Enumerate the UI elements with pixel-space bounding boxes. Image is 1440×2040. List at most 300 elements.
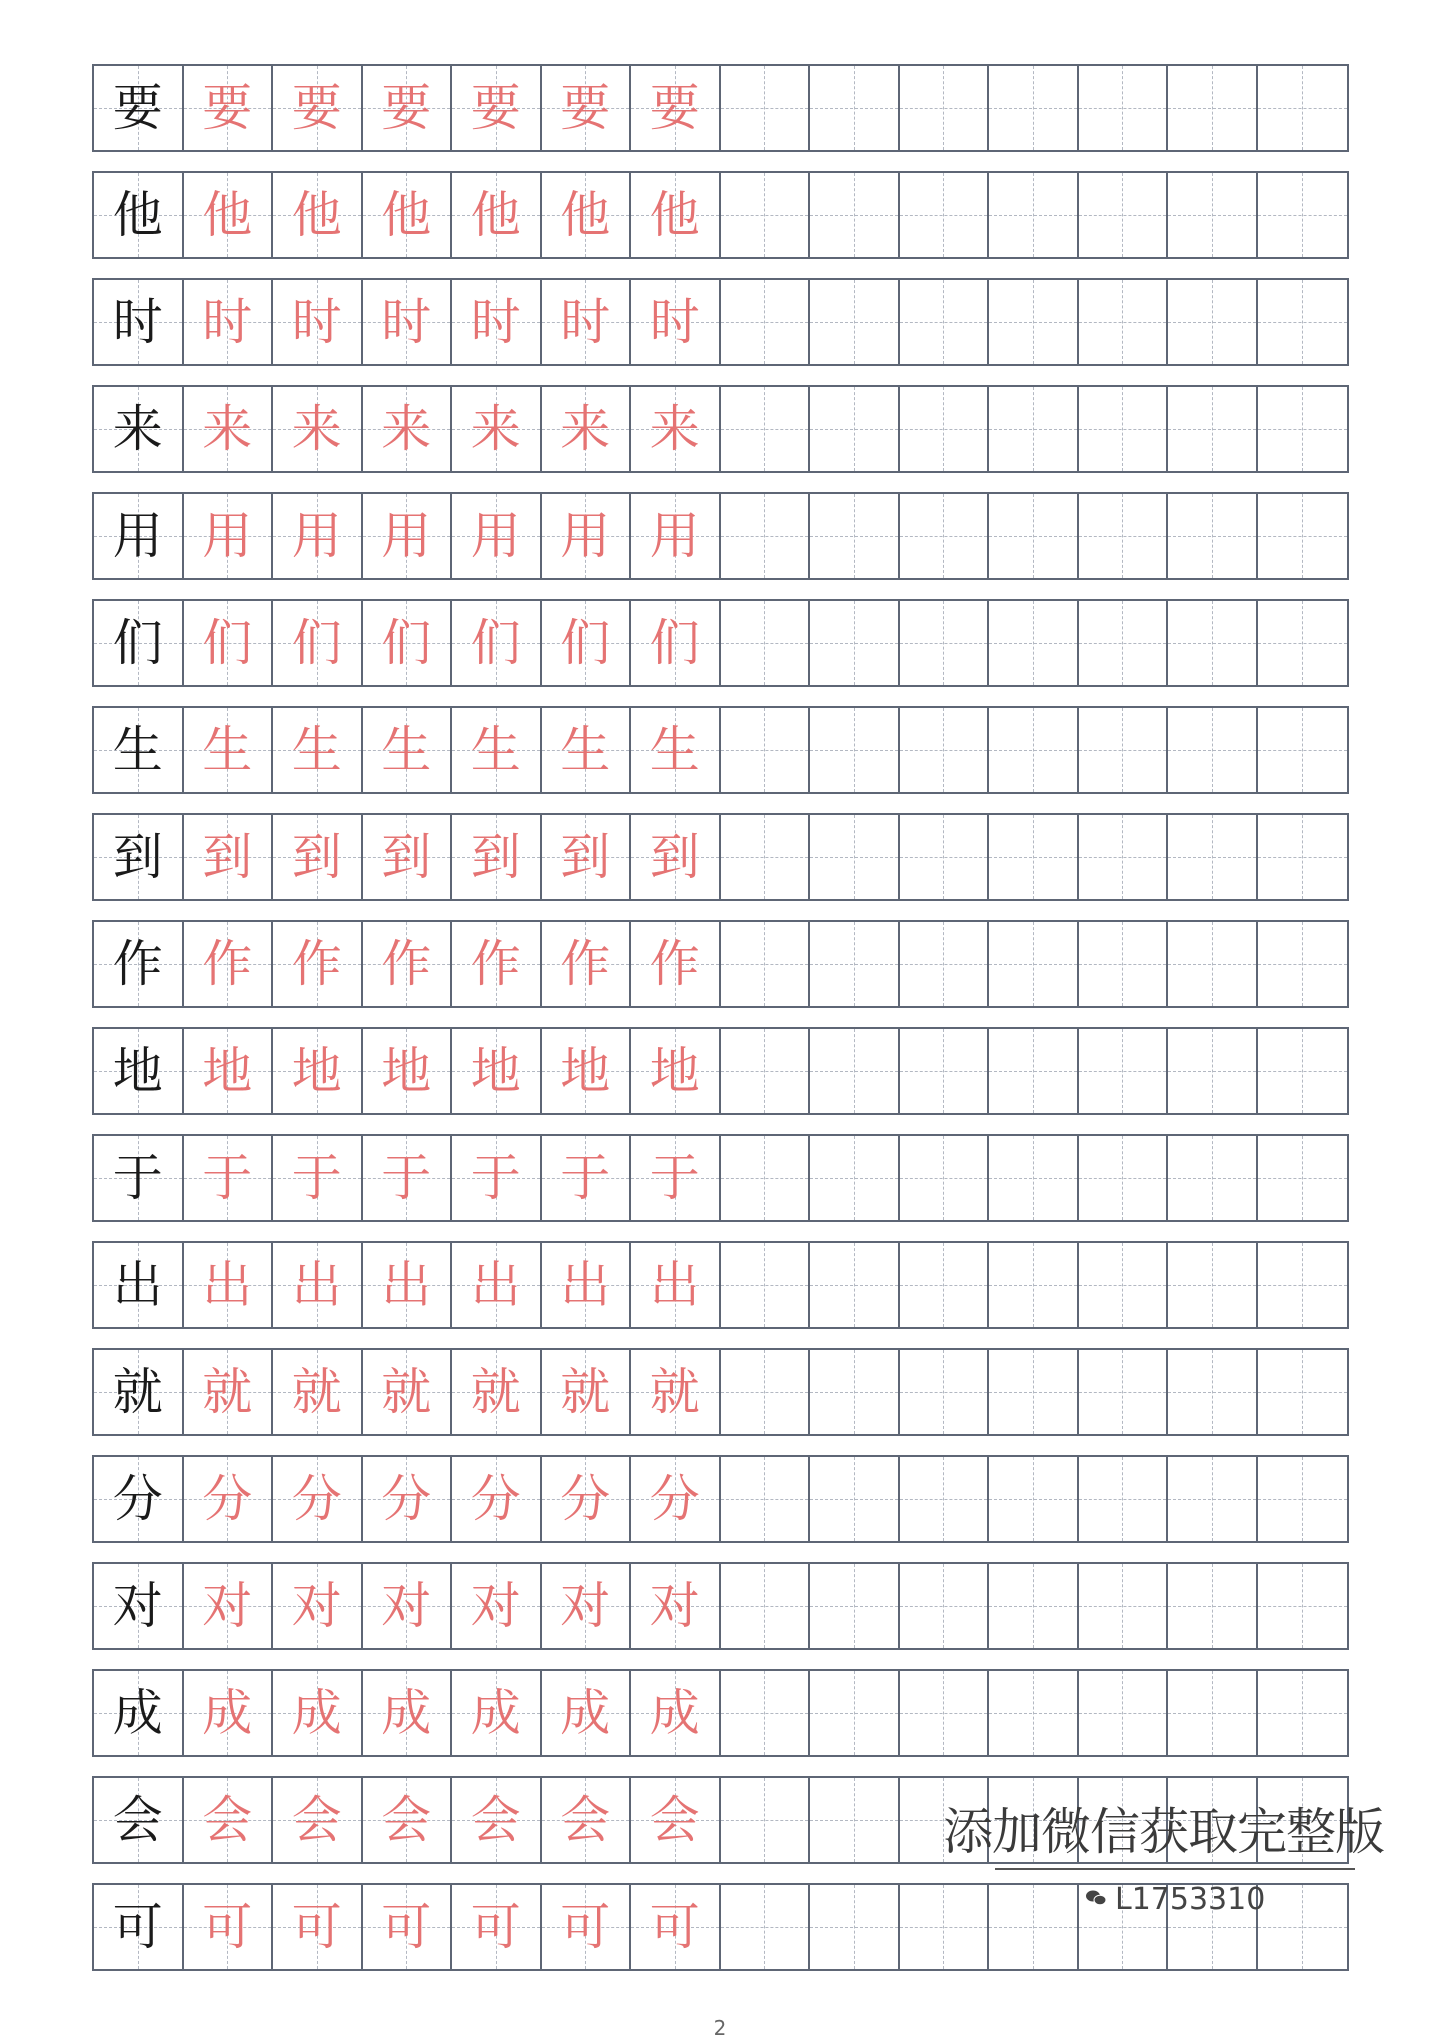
model-character: 用 xyxy=(112,507,163,565)
trace-cell xyxy=(631,601,721,685)
model-cell xyxy=(94,1885,184,1969)
blank-cell xyxy=(1258,494,1348,578)
blank-cell xyxy=(1168,1243,1258,1327)
blank-cell xyxy=(900,1564,990,1648)
blank-cell xyxy=(1079,1136,1169,1220)
trace-character: 于 xyxy=(381,1149,432,1207)
practice-row xyxy=(92,64,1349,152)
blank-cell xyxy=(900,387,990,471)
trace-cell xyxy=(273,1029,363,1113)
model-cell xyxy=(94,708,184,792)
practice-row xyxy=(92,385,1349,473)
trace-character: 用 xyxy=(381,507,432,565)
trace-character: 作 xyxy=(291,935,342,993)
blank-cell xyxy=(721,1457,811,1541)
blank-cell xyxy=(810,494,900,578)
trace-character: 对 xyxy=(560,1577,611,1635)
blank-cell xyxy=(810,815,900,899)
trace-cell xyxy=(184,1457,274,1541)
model-character: 他 xyxy=(112,186,163,244)
trace-cell xyxy=(363,1671,453,1755)
blank-cell xyxy=(900,1671,990,1755)
blank-cell xyxy=(810,387,900,471)
model-character: 们 xyxy=(112,614,163,672)
model-character: 到 xyxy=(112,828,163,886)
blank-cell xyxy=(810,1885,900,1969)
trace-cell xyxy=(542,1885,632,1969)
trace-character: 要 xyxy=(560,79,611,137)
trace-character: 于 xyxy=(202,1149,253,1207)
trace-cell xyxy=(184,1885,274,1969)
blank-cell xyxy=(989,1136,1079,1220)
trace-cell xyxy=(452,1778,542,1862)
trace-cell xyxy=(363,494,453,578)
trace-cell xyxy=(631,280,721,364)
trace-cell xyxy=(452,1136,542,1220)
model-cell xyxy=(94,1778,184,1862)
model-cell xyxy=(94,1243,184,1327)
model-character: 成 xyxy=(112,1684,163,1742)
trace-character: 于 xyxy=(649,1149,700,1207)
trace-cell xyxy=(542,173,632,257)
trace-character: 到 xyxy=(381,828,432,886)
trace-character: 作 xyxy=(470,935,521,993)
trace-character: 他 xyxy=(381,186,432,244)
trace-character: 会 xyxy=(649,1791,700,1849)
trace-cell xyxy=(542,1136,632,1220)
trace-character: 们 xyxy=(649,614,700,672)
blank-cell xyxy=(721,1671,811,1755)
model-cell xyxy=(94,1457,184,1541)
trace-cell xyxy=(542,66,632,150)
blank-cell xyxy=(1258,173,1348,257)
trace-cell xyxy=(184,66,274,150)
blank-cell xyxy=(1258,708,1348,792)
trace-cell xyxy=(631,815,721,899)
blank-cell xyxy=(1258,1350,1348,1434)
trace-cell xyxy=(631,1457,721,1541)
blank-cell xyxy=(1168,494,1258,578)
trace-character: 地 xyxy=(560,1042,611,1100)
blank-cell xyxy=(989,708,1079,792)
wechat-icon xyxy=(1085,1889,1107,1911)
trace-cell xyxy=(273,66,363,150)
trace-cell xyxy=(363,1243,453,1327)
trace-character: 成 xyxy=(649,1684,700,1742)
blank-cell xyxy=(1258,815,1348,899)
trace-cell xyxy=(184,922,274,1006)
model-cell xyxy=(94,1671,184,1755)
trace-character: 就 xyxy=(649,1363,700,1421)
blank-cell xyxy=(1079,601,1169,685)
trace-cell xyxy=(631,922,721,1006)
trace-character: 作 xyxy=(381,935,432,993)
trace-cell xyxy=(631,387,721,471)
trace-character: 来 xyxy=(470,400,521,458)
trace-character: 用 xyxy=(649,507,700,565)
model-cell xyxy=(94,387,184,471)
blank-cell xyxy=(1258,387,1348,471)
trace-cell xyxy=(273,601,363,685)
model-cell xyxy=(94,601,184,685)
trace-cell xyxy=(184,173,274,257)
trace-character: 作 xyxy=(560,935,611,993)
trace-cell xyxy=(452,173,542,257)
blank-cell xyxy=(810,708,900,792)
trace-cell xyxy=(273,1778,363,1862)
trace-character: 来 xyxy=(560,400,611,458)
trace-cell xyxy=(452,1671,542,1755)
blank-cell xyxy=(721,708,811,792)
blank-cell xyxy=(1168,66,1258,150)
practice-row xyxy=(92,1562,1349,1650)
trace-character: 生 xyxy=(649,721,700,779)
trace-cell xyxy=(184,601,274,685)
trace-character: 来 xyxy=(202,400,253,458)
promo-underline xyxy=(995,1868,1355,1870)
blank-cell xyxy=(810,1136,900,1220)
model-cell xyxy=(94,1136,184,1220)
trace-cell xyxy=(452,387,542,471)
blank-cell xyxy=(810,1564,900,1648)
blank-cell xyxy=(900,922,990,1006)
trace-character: 要 xyxy=(470,79,521,137)
blank-cell xyxy=(721,280,811,364)
trace-cell xyxy=(363,708,453,792)
trace-cell xyxy=(452,815,542,899)
trace-cell xyxy=(273,1885,363,1969)
blank-cell xyxy=(1168,1136,1258,1220)
trace-cell xyxy=(184,1671,274,1755)
trace-character: 生 xyxy=(291,721,342,779)
trace-character: 会 xyxy=(291,1791,342,1849)
promo-text: 添加微信获取完整版 xyxy=(943,1803,1384,1861)
blank-cell xyxy=(721,1029,811,1113)
blank-cell xyxy=(900,815,990,899)
model-character: 作 xyxy=(112,935,163,993)
blank-cell xyxy=(1168,601,1258,685)
trace-character: 要 xyxy=(202,79,253,137)
trace-character: 他 xyxy=(649,186,700,244)
trace-cell xyxy=(452,601,542,685)
trace-character: 可 xyxy=(470,1898,521,1956)
practice-row xyxy=(92,1027,1349,1115)
trace-character: 地 xyxy=(291,1042,342,1100)
trace-cell xyxy=(363,173,453,257)
trace-cell xyxy=(542,494,632,578)
model-character: 分 xyxy=(112,1470,163,1528)
trace-character: 作 xyxy=(649,935,700,993)
trace-cell xyxy=(452,1885,542,1969)
trace-character: 要 xyxy=(291,79,342,137)
trace-cell xyxy=(184,815,274,899)
trace-character: 分 xyxy=(649,1470,700,1528)
blank-cell xyxy=(900,1885,990,1969)
blank-cell xyxy=(1079,922,1169,1006)
blank-cell xyxy=(810,1778,900,1862)
trace-character: 成 xyxy=(560,1684,611,1742)
trace-character: 会 xyxy=(381,1791,432,1849)
trace-cell xyxy=(184,1564,274,1648)
blank-cell xyxy=(1168,387,1258,471)
trace-character: 们 xyxy=(381,614,432,672)
trace-character: 地 xyxy=(649,1042,700,1100)
trace-cell xyxy=(542,708,632,792)
trace-character: 对 xyxy=(202,1577,253,1635)
blank-cell xyxy=(1079,1243,1169,1327)
trace-cell xyxy=(273,815,363,899)
trace-character: 会 xyxy=(560,1791,611,1849)
trace-cell xyxy=(452,922,542,1006)
blank-cell xyxy=(1168,1457,1258,1541)
blank-cell xyxy=(989,1350,1079,1434)
practice-grid xyxy=(92,64,1349,1990)
trace-character: 出 xyxy=(560,1256,611,1314)
model-cell xyxy=(94,1350,184,1434)
practice-row xyxy=(92,1241,1349,1329)
trace-character: 时 xyxy=(560,293,611,351)
model-cell xyxy=(94,1029,184,1113)
trace-cell xyxy=(452,280,542,364)
trace-character: 时 xyxy=(649,293,700,351)
blank-cell xyxy=(1168,1564,1258,1648)
blank-cell xyxy=(810,1671,900,1755)
trace-character: 生 xyxy=(381,721,432,779)
blank-cell xyxy=(900,1457,990,1541)
blank-cell xyxy=(1168,1350,1258,1434)
trace-character: 用 xyxy=(470,507,521,565)
trace-character: 成 xyxy=(470,1684,521,1742)
practice-row xyxy=(92,278,1349,366)
trace-character: 分 xyxy=(470,1470,521,1528)
blank-cell xyxy=(989,922,1079,1006)
trace-cell xyxy=(631,1243,721,1327)
trace-character: 成 xyxy=(381,1684,432,1742)
trace-character: 用 xyxy=(560,507,611,565)
trace-character: 对 xyxy=(381,1577,432,1635)
blank-cell xyxy=(1258,1029,1348,1113)
practice-row xyxy=(92,1455,1349,1543)
trace-character: 地 xyxy=(381,1042,432,1100)
trace-character: 出 xyxy=(470,1256,521,1314)
trace-cell xyxy=(273,173,363,257)
blank-cell xyxy=(1258,1564,1348,1648)
model-cell xyxy=(94,280,184,364)
trace-character: 就 xyxy=(470,1363,521,1421)
practice-row xyxy=(92,599,1349,687)
model-cell xyxy=(94,173,184,257)
trace-cell xyxy=(363,1885,453,1969)
blank-cell xyxy=(1168,815,1258,899)
trace-cell xyxy=(542,815,632,899)
trace-character: 时 xyxy=(202,293,253,351)
practice-row xyxy=(92,171,1349,259)
trace-character: 他 xyxy=(202,186,253,244)
trace-character: 他 xyxy=(291,186,342,244)
blank-cell xyxy=(810,922,900,1006)
trace-cell xyxy=(452,708,542,792)
blank-cell xyxy=(810,601,900,685)
trace-character: 来 xyxy=(649,400,700,458)
blank-cell xyxy=(989,280,1079,364)
model-character: 可 xyxy=(112,1898,163,1956)
trace-character: 时 xyxy=(291,293,342,351)
trace-cell xyxy=(452,1350,542,1434)
trace-character: 可 xyxy=(649,1898,700,1956)
trace-character: 成 xyxy=(202,1684,253,1742)
blank-cell xyxy=(721,173,811,257)
trace-character: 用 xyxy=(291,507,342,565)
trace-character: 地 xyxy=(470,1042,521,1100)
practice-row xyxy=(92,492,1349,580)
blank-cell xyxy=(1079,1457,1169,1541)
blank-cell xyxy=(810,1243,900,1327)
trace-cell xyxy=(542,1029,632,1113)
trace-cell xyxy=(542,1350,632,1434)
blank-cell xyxy=(1079,815,1169,899)
trace-character: 就 xyxy=(381,1363,432,1421)
blank-cell xyxy=(1079,494,1169,578)
blank-cell xyxy=(1258,66,1348,150)
blank-cell xyxy=(1168,173,1258,257)
trace-character: 对 xyxy=(470,1577,521,1635)
trace-character: 地 xyxy=(202,1042,253,1100)
trace-character: 会 xyxy=(470,1791,521,1849)
trace-character: 到 xyxy=(291,828,342,886)
blank-cell xyxy=(1258,1457,1348,1541)
trace-character: 分 xyxy=(202,1470,253,1528)
trace-character: 生 xyxy=(470,721,521,779)
trace-cell xyxy=(542,601,632,685)
trace-cell xyxy=(631,1778,721,1862)
blank-cell xyxy=(721,1885,811,1969)
practice-row xyxy=(92,813,1349,901)
trace-cell xyxy=(631,173,721,257)
trace-cell xyxy=(631,1029,721,1113)
trace-cell xyxy=(452,494,542,578)
blank-cell xyxy=(721,1243,811,1327)
trace-cell xyxy=(184,387,274,471)
trace-cell xyxy=(184,708,274,792)
blank-cell xyxy=(989,1029,1079,1113)
trace-cell xyxy=(273,280,363,364)
trace-cell xyxy=(452,66,542,150)
blank-cell xyxy=(1258,280,1348,364)
blank-cell xyxy=(900,1350,990,1434)
blank-cell xyxy=(989,1457,1079,1541)
blank-cell xyxy=(1258,1136,1348,1220)
blank-cell xyxy=(989,66,1079,150)
trace-cell xyxy=(363,1029,453,1113)
trace-cell xyxy=(363,1564,453,1648)
blank-cell xyxy=(721,1350,811,1434)
trace-character: 于 xyxy=(560,1149,611,1207)
blank-cell xyxy=(900,1029,990,1113)
blank-cell xyxy=(1079,173,1169,257)
blank-cell xyxy=(1168,1029,1258,1113)
blank-cell xyxy=(1258,601,1348,685)
blank-cell xyxy=(900,280,990,364)
trace-character: 就 xyxy=(202,1363,253,1421)
blank-cell xyxy=(721,922,811,1006)
blank-cell xyxy=(721,1136,811,1220)
trace-character: 出 xyxy=(291,1256,342,1314)
trace-cell xyxy=(542,280,632,364)
trace-cell xyxy=(184,1243,274,1327)
blank-cell xyxy=(989,1885,1079,1969)
blank-cell xyxy=(900,173,990,257)
trace-character: 可 xyxy=(202,1898,253,1956)
model-character: 地 xyxy=(112,1042,163,1100)
trace-character: 于 xyxy=(291,1149,342,1207)
blank-cell xyxy=(1079,1671,1169,1755)
trace-character: 他 xyxy=(560,186,611,244)
trace-cell xyxy=(273,387,363,471)
trace-cell xyxy=(452,1457,542,1541)
blank-cell xyxy=(1079,1350,1169,1434)
trace-character: 来 xyxy=(381,400,432,458)
trace-cell xyxy=(363,280,453,364)
blank-cell xyxy=(989,601,1079,685)
model-cell xyxy=(94,922,184,1006)
trace-cell xyxy=(273,1564,363,1648)
trace-cell xyxy=(363,815,453,899)
trace-cell xyxy=(273,1457,363,1541)
trace-character: 要 xyxy=(381,79,432,137)
blank-cell xyxy=(900,708,990,792)
model-character: 出 xyxy=(112,1256,163,1314)
blank-cell xyxy=(1258,1885,1348,1969)
model-cell xyxy=(94,1564,184,1648)
practice-row xyxy=(92,1348,1349,1436)
blank-cell xyxy=(989,815,1079,899)
trace-cell xyxy=(631,708,721,792)
trace-character: 用 xyxy=(202,507,253,565)
trace-character: 生 xyxy=(202,721,253,779)
blank-cell xyxy=(1079,280,1169,364)
trace-cell xyxy=(631,1885,721,1969)
trace-character: 们 xyxy=(470,614,521,672)
trace-cell xyxy=(542,922,632,1006)
trace-cell xyxy=(273,922,363,1006)
blank-cell xyxy=(1168,708,1258,792)
model-character: 要 xyxy=(112,79,163,137)
blank-cell xyxy=(900,66,990,150)
blank-cell xyxy=(989,1243,1079,1327)
blank-cell xyxy=(810,173,900,257)
trace-cell xyxy=(631,1350,721,1434)
blank-cell xyxy=(721,601,811,685)
trace-cell xyxy=(273,1243,363,1327)
trace-character: 分 xyxy=(560,1470,611,1528)
practice-row xyxy=(92,920,1349,1008)
trace-character: 们 xyxy=(291,614,342,672)
blank-cell xyxy=(721,66,811,150)
blank-cell xyxy=(810,1350,900,1434)
trace-character: 时 xyxy=(470,293,521,351)
practice-row xyxy=(92,1669,1349,1757)
blank-cell xyxy=(1079,1564,1169,1648)
trace-cell xyxy=(273,494,363,578)
trace-character: 成 xyxy=(291,1684,342,1742)
trace-cell xyxy=(542,1457,632,1541)
trace-cell xyxy=(363,1350,453,1434)
trace-character: 出 xyxy=(381,1256,432,1314)
blank-cell xyxy=(989,387,1079,471)
trace-character: 分 xyxy=(291,1470,342,1528)
trace-character: 时 xyxy=(381,293,432,351)
blank-cell xyxy=(810,66,900,150)
